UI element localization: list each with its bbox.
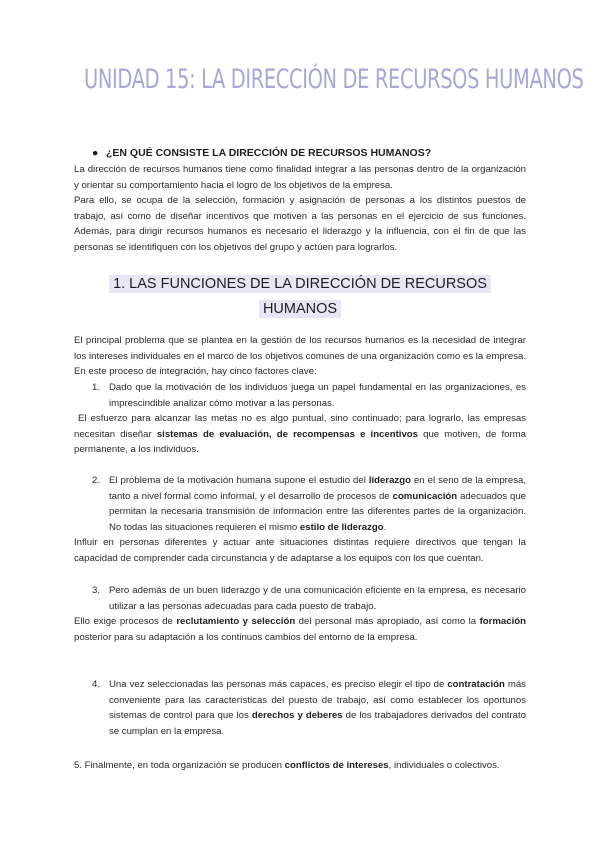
question-heading-text: ¿EN QUÉ CONSISTE LA DIRECCIÓN DE RECURSOS HUMANOS? xyxy=(106,147,432,159)
list-item-number: 2. xyxy=(92,475,101,486)
section-intro-paragraph: El principal problema que se plantea en la gestión de los recursos humanos es la necesidad de integrar los intereses individuales en el marco de los objetivos comunes de una organización como es la empresa. En este proceso de integración, hay cinco factores clave: xyxy=(74,335,526,377)
question-heading xyxy=(92,146,431,162)
list-item-number: 1. xyxy=(92,382,101,393)
list-item-5: 5. Finalmente, en toda organización se producen conflictos de intereses, individuales o colectivos. xyxy=(74,760,500,771)
list-item-text: Dado que la motivación de los individuos juega un papel fundamental en las organizaciones, es imprescindible analizar cómo motivar a las personas. xyxy=(109,382,526,409)
bullet-icon: ● xyxy=(92,147,99,159)
list-item-text: Una vez seleccionadas las personas más capaces, es preciso elegir el tipo de contratación más conveniente para las características del puesto de trabajo, así como establecer los oportunos sistemas de control para que los derechos y deberes de los trabajadores derivados del contrato se cumplan en la empresa. xyxy=(109,679,527,737)
intro-paragraph-1: La dirección de recursos humanos tiene como finalidad integrar a las personas dentro de la organización y orientar su comportamiento hacia el logro de los objetivos de la empresa. xyxy=(74,164,526,191)
section-heading-line-2: HUMANOS xyxy=(259,300,341,318)
key-term: formación xyxy=(479,616,526,627)
key-term: sistemas de evaluación, de recompensas e incentivos xyxy=(156,428,418,440)
item-3-explanation: Ello exige procesos de reclutamiento y selección del personal más apropiado, así como la formación posterior para su adaptación a los continuos cambios del entorno de la empresa. xyxy=(74,616,526,643)
list-item-text: El problema de la motivación humana supone el estudio del liderazgo en el seno de la empresa, tanto a nivel formal como informal, y el desarrollo de procesos de comunicación adecuados que permitan la necesaria transmisión de información entre las diferentes partes de la organización. No todas las situaciones requieren el mismo estilo de liderazgo. xyxy=(109,475,527,533)
item-2-explanation: Influir en personas diferentes y actuar ante situaciones distintas requiere directivos que tengan la capacidad de comprender cada circunstancia y de adaptarse a los equipos con los que cuentan. xyxy=(74,537,526,564)
key-term: derechos y deberes xyxy=(251,710,343,721)
list-item-number: 4. xyxy=(92,679,101,690)
key-term: reclutamiento y selección xyxy=(176,616,296,627)
key-term: contratación xyxy=(447,679,505,690)
section-heading xyxy=(0,272,600,322)
list-item-number: 3. xyxy=(92,585,101,596)
key-term: estilo de liderazgo xyxy=(299,521,384,533)
key-term: comunicación xyxy=(392,490,458,502)
section-heading-line-1: 1. LAS FUNCIONES DE LA DIRECCIÓN DE RECURSOS xyxy=(109,275,491,293)
item-1-explanation: El esfuerzo para alcanzar las metas no es algo puntual, sino continuado; para lograrlo, las empresas necesitan diseñar sistemas de evaluación, de recompensas e incentivos que motiven, de forma permanente, a los individuos. xyxy=(74,413,527,455)
page-title: UNIDAD 15: LA DIRECCIÓN DE RECURSOS HUMANOS xyxy=(83,64,584,95)
list-item-text: Pero además de un buen liderazgo y de una comunicación eficiente en la empresa, es necesario utilizar a las personas adecuadas para cada puesto de trabajo. xyxy=(109,585,526,612)
key-term: liderazgo xyxy=(368,475,411,486)
key-term: conflictos de intereses xyxy=(284,760,389,771)
intro-paragraph-2: Para ello, se ocupa de la selección, formación y asignación de personas a los distintos puestos de trabajo, así como de diseñar incentivos que motiven a las personas en el ejercicio de sus funciones. Además, para dirigir recursos humanos es necesario el liderazgo y la influencia, con el fin de que las personas se identifiquen con los objetivos del grupo y actúen para lograrlos. xyxy=(74,195,526,253)
